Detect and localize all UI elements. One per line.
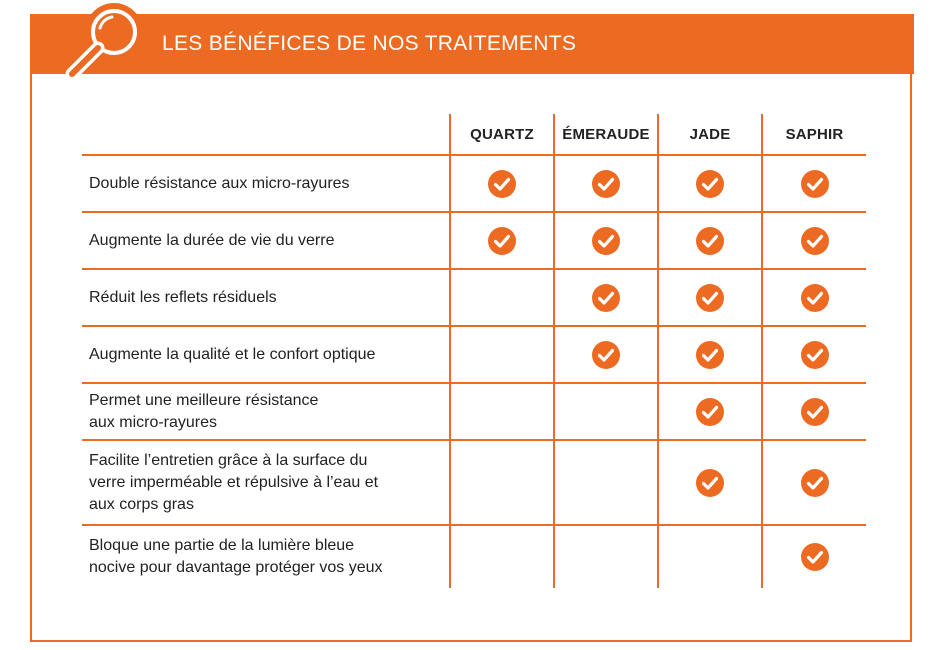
table-row <box>82 383 866 440</box>
check-cell <box>554 212 658 269</box>
checkmark-icon <box>695 169 725 199</box>
check-cell <box>554 383 658 440</box>
checkmark-icon <box>591 283 621 313</box>
header-blank-cell <box>82 114 450 155</box>
check-cell <box>658 383 762 440</box>
feature-label: Réduit les reflets résiduels <box>82 269 450 326</box>
column-header-emeraude: ÉMERAUDE <box>554 114 658 155</box>
table-row <box>82 155 866 212</box>
feature-label: Augmente la qualité et le confort optique <box>82 326 450 383</box>
check-cell <box>658 326 762 383</box>
feature-label: Double résistance aux micro-rayures <box>82 155 450 212</box>
feature-label: Permet une meilleure résistance aux micro-rayures <box>82 383 450 440</box>
check-cell <box>450 525 554 588</box>
check-cell <box>554 440 658 525</box>
checkmark-icon <box>591 340 621 370</box>
checkmark-icon <box>695 283 725 313</box>
checkmark-icon <box>800 397 830 427</box>
feature-label: Facilite l’entretien grâce à la surface du verre imperméable et répulsive à l’eau et aux corps gras <box>82 440 450 525</box>
magnifier-icon <box>60 2 152 84</box>
checkmark-icon <box>800 226 830 256</box>
check-cell <box>554 326 658 383</box>
table-row <box>82 525 866 588</box>
checkmark-icon <box>695 226 725 256</box>
checkmark-icon <box>695 340 725 370</box>
check-cell <box>450 440 554 525</box>
table-row <box>82 326 866 383</box>
check-cell <box>762 155 866 212</box>
checkmark-icon <box>591 226 621 256</box>
header-row <box>82 114 866 155</box>
check-cell <box>658 440 762 525</box>
checkmark-icon <box>695 397 725 427</box>
check-cell <box>762 383 866 440</box>
checkmark-icon <box>800 542 830 572</box>
check-cell <box>762 326 866 383</box>
column-header-quartz: QUARTZ <box>450 114 554 155</box>
check-cell <box>450 155 554 212</box>
table-row <box>82 212 866 269</box>
check-cell <box>450 269 554 326</box>
checkmark-icon <box>591 169 621 199</box>
check-cell <box>658 269 762 326</box>
feature-label: Augmente la durée de vie du verre <box>82 212 450 269</box>
check-cell <box>658 212 762 269</box>
checkmark-icon <box>800 468 830 498</box>
column-header-saphir: SAPHIR <box>762 114 866 155</box>
checkmark-icon <box>487 169 517 199</box>
check-cell <box>450 212 554 269</box>
check-cell <box>762 440 866 525</box>
checkmark-icon <box>487 226 517 256</box>
checkmark-icon <box>800 169 830 199</box>
check-cell <box>658 155 762 212</box>
checkmark-icon <box>800 283 830 313</box>
check-cell <box>450 326 554 383</box>
checkmark-icon <box>800 340 830 370</box>
checkmark-icon <box>695 468 725 498</box>
page-title: LES BÉNÉFICES DE NOS TRAITEMENTS <box>162 32 577 55</box>
check-cell <box>762 212 866 269</box>
benefits-table <box>82 114 866 588</box>
check-cell <box>554 525 658 588</box>
table-row <box>82 440 866 525</box>
feature-label: Bloque une partie de la lumière bleue nocive pour davantage protéger vos yeux <box>89 537 383 576</box>
check-cell <box>450 383 554 440</box>
column-header-jade: JADE <box>658 114 762 155</box>
check-cell <box>762 269 866 326</box>
check-cell <box>762 525 866 588</box>
table-row <box>82 269 866 326</box>
check-cell <box>554 269 658 326</box>
check-cell <box>554 155 658 212</box>
check-cell <box>658 525 762 588</box>
